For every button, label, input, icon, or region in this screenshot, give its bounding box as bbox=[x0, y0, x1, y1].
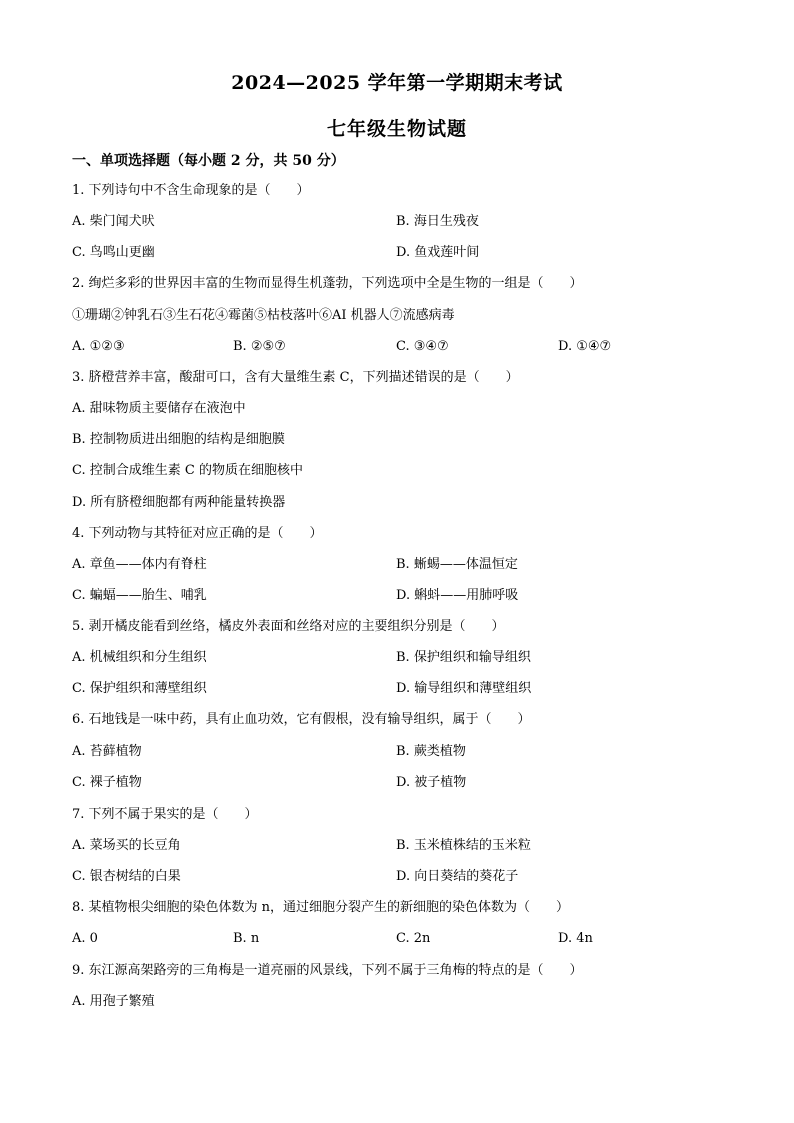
option-d: D. 4n bbox=[558, 931, 593, 946]
option-d: D. 被子植物 bbox=[396, 775, 467, 790]
option-a: A. 苔藓植物 bbox=[72, 744, 142, 759]
option-c: C. 银杏树结的白果 bbox=[72, 869, 181, 884]
page-subtitle: 七年级生物试题 bbox=[326, 118, 467, 140]
question-stem: 2. 绚烂多彩的世界因丰富的生物而显得生机蓬勃，下列选项中全是生物的一组是（ ） bbox=[72, 276, 583, 291]
option-a: A. 0 bbox=[72, 931, 98, 946]
question-stem: 5. 剥开橘皮能看到丝络，橘皮外表面和丝络对应的主要组织分别是（ ） bbox=[72, 619, 505, 634]
option-b: B. n bbox=[233, 931, 260, 946]
option-c: C. 控制合成维生素 C 的物质在细胞核中 bbox=[72, 463, 303, 478]
option-b: B. 蕨类植物 bbox=[396, 744, 466, 759]
option-a: A. 菜场买的长豆角 bbox=[72, 838, 181, 853]
question-stem: 6. 石地钱是一味中药，具有止血功效，它有假根，没有输导组织，属于（ ） bbox=[72, 712, 531, 727]
option-b: B. 控制物质进出细胞的结构是细胞膜 bbox=[72, 432, 285, 447]
option-d: D. 输导组织和薄壁组织 bbox=[396, 681, 532, 696]
option-d: D. 鱼戏莲叶间 bbox=[396, 245, 480, 260]
option-a: A. 机械组织和分生组织 bbox=[72, 650, 207, 665]
option-b: B. 海日生残夜 bbox=[396, 214, 479, 229]
page-title: 2024—2025 学年第一学期期末考试 bbox=[231, 72, 563, 94]
option-b: B. 蜥蜴——体温恒定 bbox=[396, 557, 518, 572]
option-a: A. 章鱼——体内有脊柱 bbox=[72, 557, 207, 572]
option-c: C. 鸟鸣山更幽 bbox=[72, 245, 155, 260]
question-stem: 9. 东江源高架路旁的三角梅是一道亮丽的风景线，下列不属于三角梅的特点的是（ ） bbox=[72, 963, 583, 978]
question-stem: 1. 下列诗句中不含生命现象的是（ ） bbox=[72, 183, 310, 198]
option-d: D. 所有脐橙细胞都有两种能量转换器 bbox=[72, 495, 286, 510]
option-b: B. 玉米植株结的玉米粒 bbox=[396, 838, 531, 853]
option-b: B. ②⑤⑦ bbox=[233, 339, 286, 354]
option-b: B. 保护组织和输导组织 bbox=[396, 650, 531, 665]
option-c: C. 保护组织和薄壁组织 bbox=[72, 681, 207, 696]
option-d: D. 蝌蚪——用肺呼吸 bbox=[396, 588, 519, 603]
option-a: A. 甜味物质主要储存在液泡中 bbox=[72, 401, 246, 416]
option-a: A. ①②③ bbox=[72, 339, 125, 354]
option-c: C. 蝙蝠——胎生、哺乳 bbox=[72, 588, 207, 603]
option-c: C. 2n bbox=[396, 931, 431, 946]
option-d: D. 向日葵结的葵花子 bbox=[396, 869, 519, 884]
option-c: C. ③④⑦ bbox=[396, 339, 449, 354]
option-a: A. 用孢子繁殖 bbox=[72, 994, 155, 1009]
question-stem: 8. 某植物根尖细胞的染色体数为 n，通过细胞分裂产生的新细胞的染色体数为（ ） bbox=[72, 900, 570, 915]
question-stem: 3. 脐橙营养丰富，酸甜可口，含有大量维生素 C，下列描述错误的是（ ） bbox=[72, 370, 519, 385]
option-a: A. 柴门闻犬吠 bbox=[72, 214, 155, 229]
question-stem: 4. 下列动物与其特征对应正确的是（ ） bbox=[72, 526, 323, 541]
question-stem: 7. 下列不属于果实的是（ ） bbox=[72, 807, 258, 822]
option-c: C. 裸子植物 bbox=[72, 775, 142, 790]
question-extra: ①珊瑚②钟乳石③生石花④霉菌⑤枯枝落叶⑥AI 机器人⑦流感病毒 bbox=[72, 308, 455, 323]
section-heading: 一、单项选择题（每小题 2 分，共 50 分） bbox=[72, 153, 345, 169]
option-d: D. ①④⑦ bbox=[558, 339, 612, 354]
